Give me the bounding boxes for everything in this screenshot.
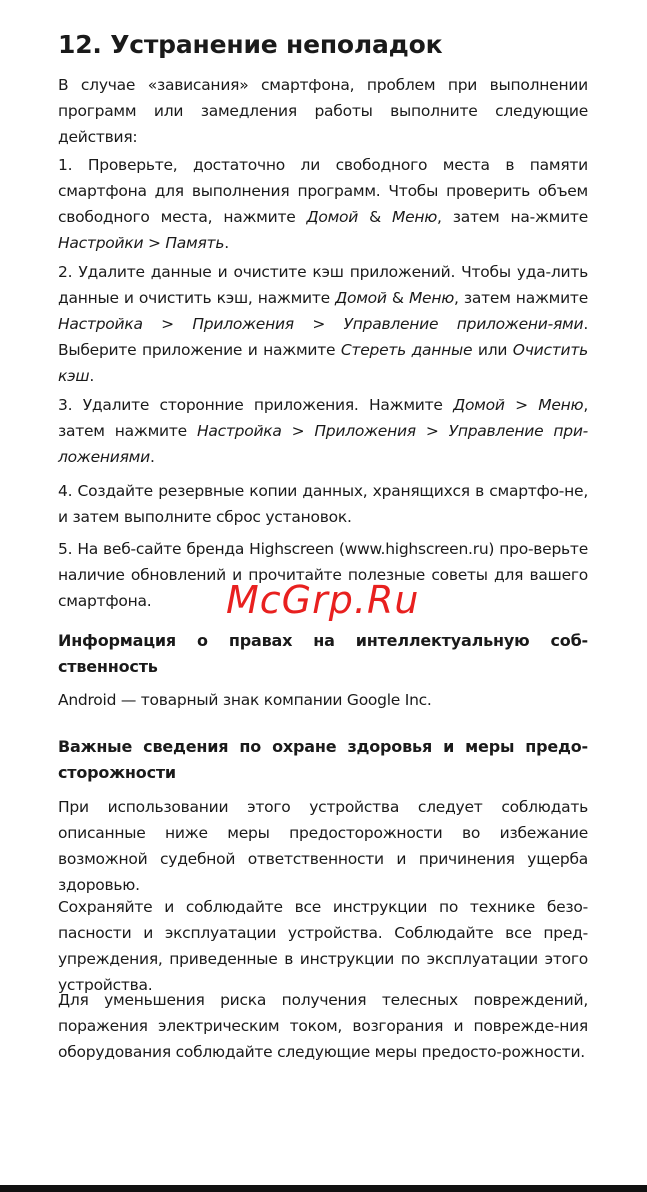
menu-path-menu: Меню bbox=[538, 396, 584, 414]
menu-path-menu: Меню bbox=[408, 289, 455, 307]
action-clear-data: Стереть данные bbox=[340, 341, 473, 359]
step-4-paragraph: 4. Создайте резервные копии данных, хранящихся в смартфо-не, и затем выполните сброс установок. bbox=[58, 482, 588, 526]
step-5-paragraph: 5. На веб-сайте бренда Highscreen (www.highscreen.ru) про-верьте наличие обновлений и прочитайте полезные советы для вашего смартфона. bbox=[58, 540, 588, 610]
ip-paragraph: Android — товарный знак компании Google Inc. bbox=[58, 691, 432, 709]
step-2-sep: > bbox=[293, 315, 344, 333]
step-2-text: , затем нажмите bbox=[454, 289, 588, 307]
step-2-text: или bbox=[472, 341, 513, 359]
watermark-logo: McGrp.Ru bbox=[226, 578, 420, 622]
menu-path-settings: Настройка bbox=[58, 315, 143, 333]
menu-path-apps: Приложения bbox=[192, 315, 294, 333]
step-3-text: , затем нажмите bbox=[58, 396, 588, 440]
menu-path-manage-apps: Управление при-ложениями bbox=[58, 422, 589, 466]
step-1-paragraph bbox=[58, 152, 588, 256]
menu-path-menu: Меню bbox=[391, 208, 438, 226]
bottom-border bbox=[0, 1185, 647, 1192]
step-2-sep: & bbox=[386, 289, 409, 307]
menu-path-home: Домой bbox=[306, 208, 359, 226]
step-1-sep: > bbox=[143, 234, 166, 252]
action-clear-cache: Очистить кэш bbox=[58, 341, 588, 385]
step-3-end: . bbox=[149, 448, 155, 466]
step-3-sep: > bbox=[415, 422, 449, 440]
menu-path-apps: Приложения bbox=[314, 422, 416, 440]
safety-heading: Важные сведения по охране здоровья и меры предо-сторожности bbox=[58, 737, 588, 782]
safety-paragraph-2: Сохраняйте и соблюдайте все инструкции по технике безо-пасности и эксплуатации устройства. Соблюдайте все пред-упреждения, приведенные в инструкции по эксплуатации этого устройства. bbox=[58, 898, 588, 994]
step-1-text: 1. Проверьте, достаточно ли свободного места в памяти смартфона для выполнения программ. Чтобы проверить объем свободного места, нажмите bbox=[58, 156, 588, 226]
safety-paragraph-3: Для уменьшения риска получения телесных повреждений, поражения электрическим током, возгорания и поврежде-ния оборудования соблюдайте следующие меры предосто-рожности. bbox=[58, 991, 588, 1061]
menu-path-settings: Настройка bbox=[196, 422, 282, 440]
safety-paragraph-1: При использовании этого устройства следует соблюдать описанные ниже меры предосторожности во избежание возможной судебной ответственности и причинения ущерба здоровью. bbox=[58, 798, 588, 894]
menu-path-home: Домой bbox=[335, 289, 387, 307]
step-2-end: . bbox=[89, 367, 94, 385]
ip-heading: Информация о правах на интеллектуальную соб-ственность bbox=[58, 631, 588, 676]
step-3-text: 3. Удалите сторонние приложения. Нажмите bbox=[58, 396, 454, 414]
step-2-sep: > bbox=[142, 315, 193, 333]
menu-path-home: Домой bbox=[453, 396, 505, 414]
intro-paragraph: В случае «зависания» смартфона, проблем при выполнении программ или замедления работы выполните следующие действия: bbox=[58, 76, 588, 146]
menu-path-memory: Память bbox=[165, 234, 225, 252]
menu-path-settings: Настройки bbox=[58, 234, 144, 252]
step-1-text: , затем на-жмите bbox=[437, 208, 588, 226]
step-3-sep: > bbox=[281, 422, 315, 440]
step-3-paragraph bbox=[58, 392, 588, 470]
step-1-sep: & bbox=[358, 208, 392, 226]
section-title: 12. Устранение неполадок bbox=[58, 30, 443, 59]
step-2-text: 2. Удалите данные и очистите кэш приложений. Чтобы уда-лить данные и очистить кэш, нажмите bbox=[58, 263, 588, 307]
step-2-text: . Выберите приложение и нажмите bbox=[58, 315, 588, 359]
step-1-end: . bbox=[224, 234, 229, 252]
step-3-sep: > bbox=[504, 396, 539, 414]
menu-path-manage-apps: Управление приложени-ями bbox=[343, 315, 584, 333]
step-2-paragraph bbox=[58, 259, 588, 389]
